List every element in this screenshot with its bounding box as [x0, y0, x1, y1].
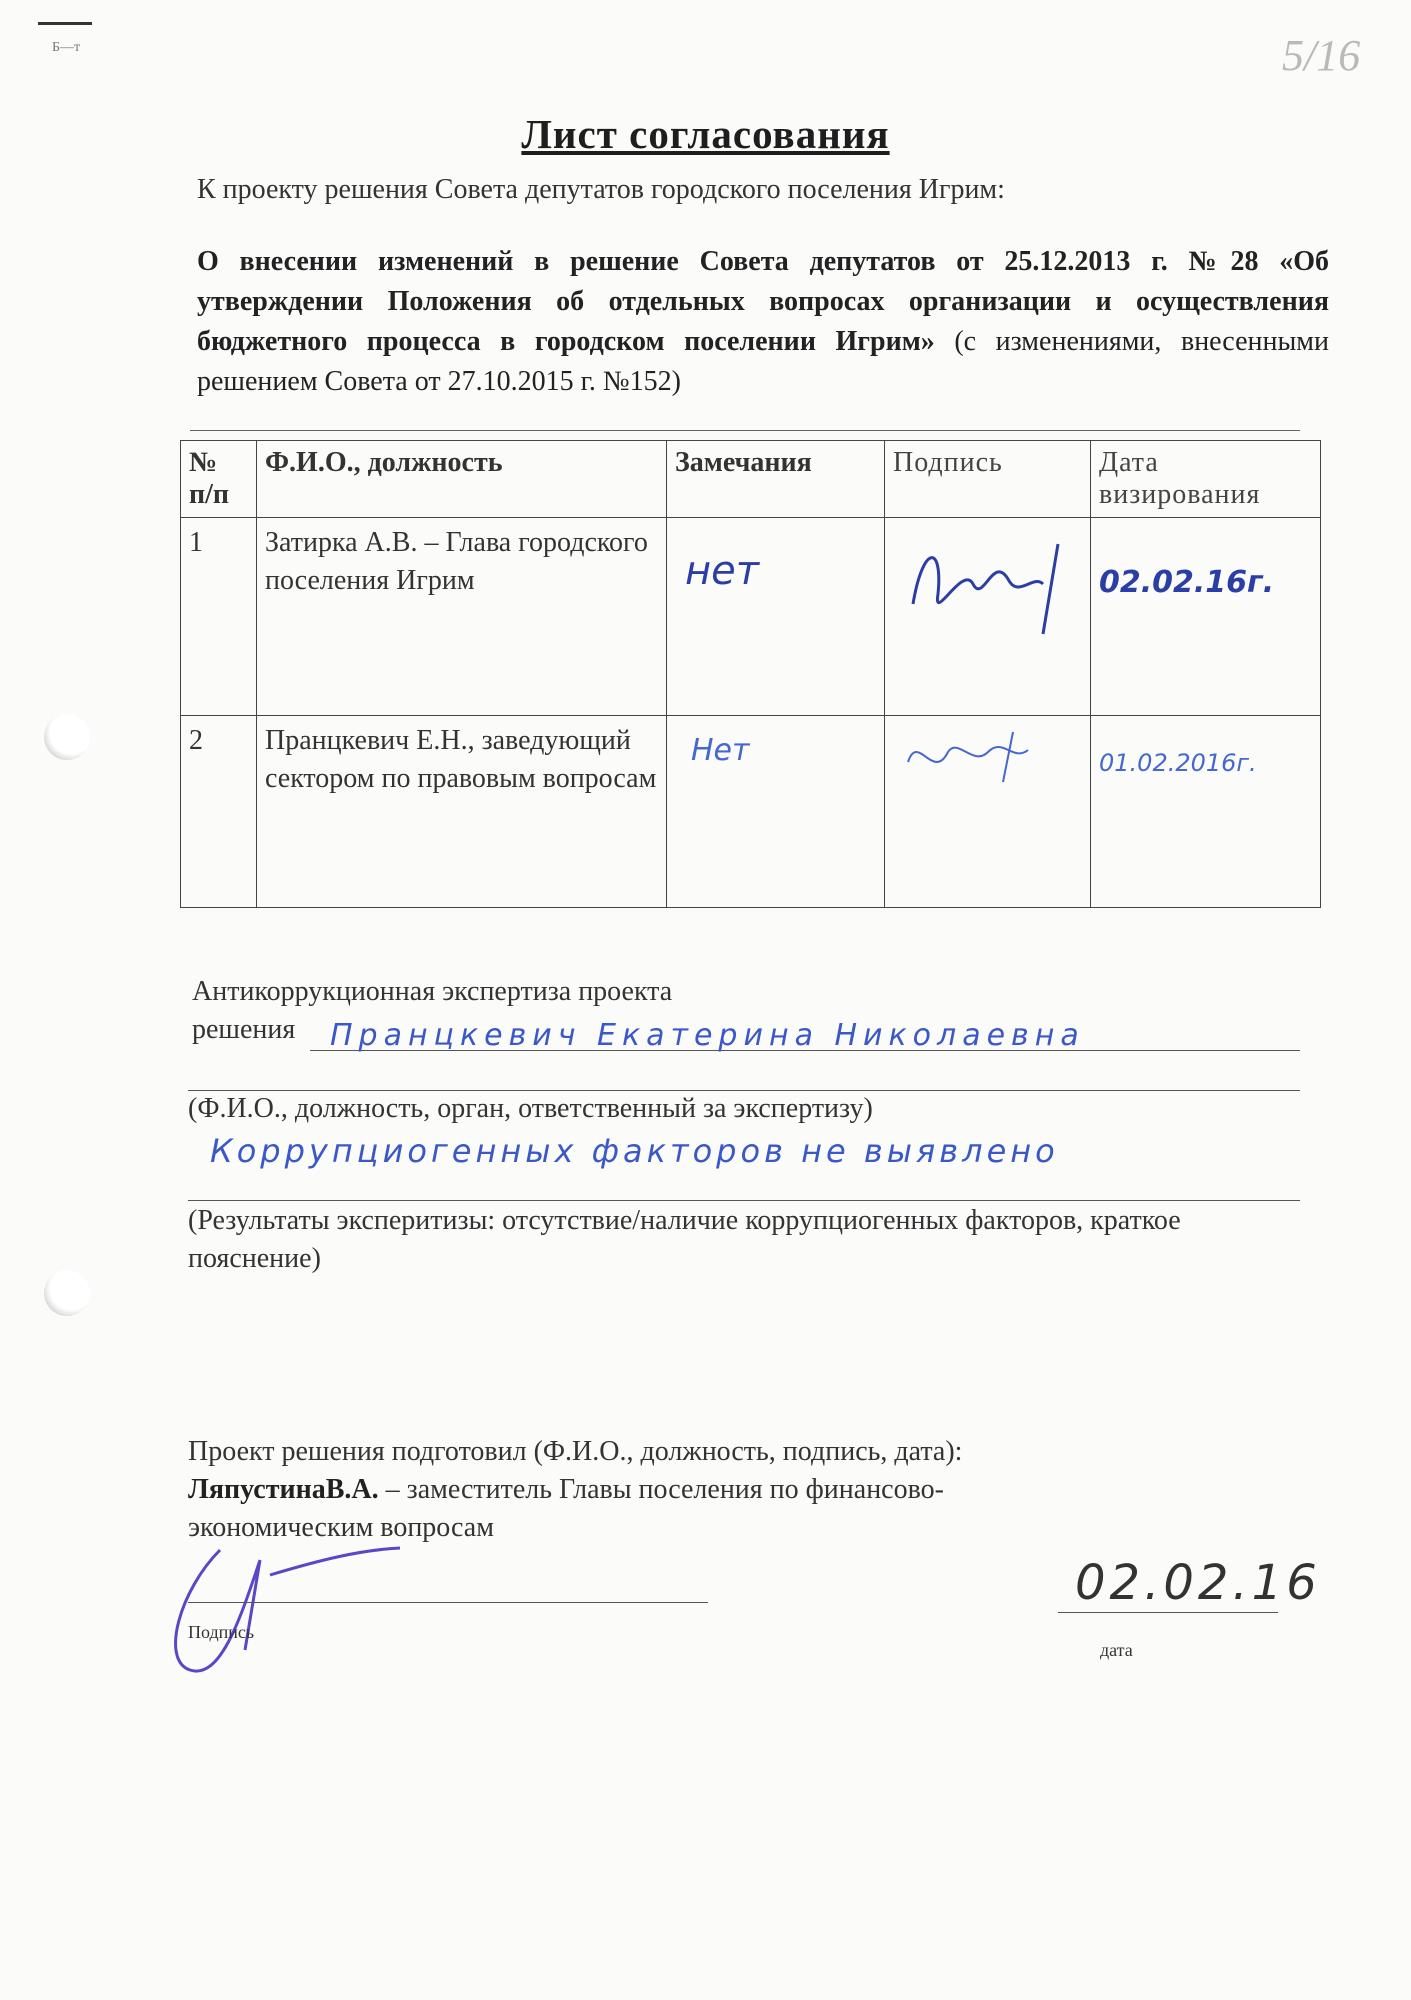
result-handwritten: Коррупциогенных факторов не выявлено [210, 1132, 1059, 1170]
signature-caption: Подпись [188, 1622, 255, 1642]
signature-icon [893, 722, 1083, 802]
row-name: Затирка А.В. – Глава городского поселения Игрим [257, 518, 667, 716]
row-remarks [667, 716, 885, 908]
expert-name-handwritten: Пранцкевич Екатерина Николаевна [330, 1018, 1085, 1053]
prepared-date-handwritten: 02.02.16 [1075, 1555, 1321, 1611]
row-signature [885, 716, 1091, 908]
remarks-handwritten: нет [685, 548, 760, 594]
row-signature [885, 518, 1091, 716]
divider-line [190, 430, 1300, 431]
remarks-handwritten: Нет [691, 733, 750, 768]
row-date [1091, 716, 1321, 908]
decision-title-suffix: (с изменениями, внесенными решением Совета от 27.10.2015 г. №152) [197, 326, 1329, 397]
page-title: Лист согласования [521, 111, 890, 157]
row-name: Пранцкевич Е.Н., заведующий сектором по правовым вопросам [257, 716, 667, 908]
expertise-label-line1: Антикоррукционная экспертиза проекта [192, 976, 673, 1007]
punch-hole [44, 1270, 90, 1316]
underline [188, 1200, 1300, 1201]
header-num: № п/п [181, 441, 257, 518]
author-position: – заместитель Главы поселения по финансово-экономическим вопросам [188, 1474, 944, 1543]
signature-line [188, 1602, 708, 1603]
header-remarks: Замечания [667, 441, 885, 518]
header-date: Дата визирования [1091, 441, 1321, 518]
corner-mark [38, 22, 92, 25]
row-num: 2 [181, 716, 257, 908]
date-handwritten: 01.02.2016г. [1099, 749, 1257, 777]
caption-result: (Результаты эксперитизы: отсутствие/наличие коррупциогенных факторов, краткое пояснение) [188, 1205, 1181, 1274]
author-name: ЛяпустинаВ.А. [188, 1474, 379, 1505]
author-signature-icon [160, 1530, 420, 1690]
table-header-row [181, 441, 1321, 518]
subtitle: К проекту решения Совета депутатов городского поселения Игрим: [197, 174, 1005, 205]
page-number: 5/16 [1282, 31, 1361, 80]
signature-icon [893, 524, 1083, 644]
row-remarks [667, 518, 885, 716]
decision-title-bold: О внесении изменений в решение Совета депутатов от 25.12.2013 г. №28 «Об утверждении Положения об отдельных вопросах организации и осуществления бюджетного процесса в городском поселении Игрим» [197, 246, 1329, 357]
row-num: 1 [181, 518, 257, 716]
date-line [1058, 1612, 1278, 1613]
date-handwritten: 02.02.16г. [1099, 565, 1275, 600]
prepared-label: Проект решения подготовил (Ф.И.О., должность, подпись, дата): [188, 1436, 963, 1467]
corner-note: Б—т [52, 40, 81, 55]
date-caption: дата [1100, 1640, 1133, 1660]
row-date [1091, 518, 1321, 716]
caption-responsible: (Ф.И.О., должность, орган, ответственный за экспертизу) [188, 1093, 873, 1124]
decision-title [197, 242, 1329, 402]
table-row [181, 518, 1321, 716]
header-name: Ф.И.О., должность [257, 441, 667, 518]
punch-hole [44, 714, 90, 760]
expertise-label-line2: решения [192, 1014, 296, 1045]
header-signature: Подпись [885, 441, 1091, 518]
approval-table [180, 440, 1321, 908]
table-row [181, 716, 1321, 908]
